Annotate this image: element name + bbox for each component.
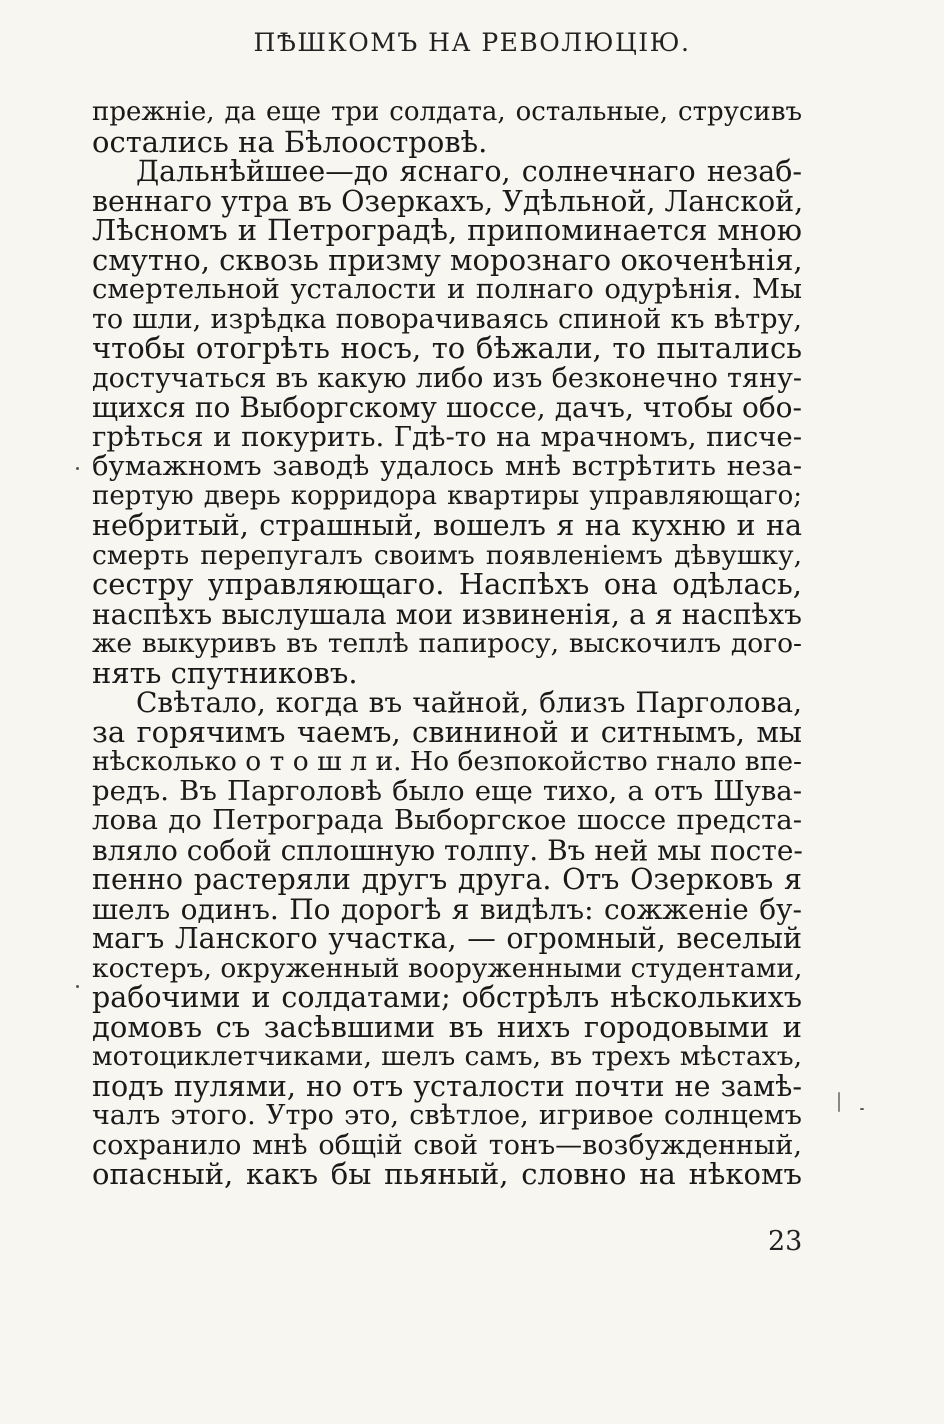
text-line: же выкуривъ въ теплѣ папиросу, выскочилъ дого- (92, 628, 802, 659)
text-line: костеръ, окруженный вооруженными студентами, (92, 952, 803, 984)
text-line: рабочими и солдатами; обстрѣлъ нѣсколькихъ (92, 981, 802, 1014)
print-speck (838, 1092, 840, 1112)
text-line: опасный, какъ бы пьяный, словно на нѣкомъ (92, 1157, 802, 1191)
text-line: чалъ этого. Утро это, свѣтлое, игривое солнцемъ (92, 1100, 802, 1131)
text-line: чтобы отогрѣть носъ, то бѣжали, то пытались (92, 331, 802, 365)
print-speck (76, 467, 79, 470)
text-line: смутно, сквозь призму морознаго окоченѣнiя, (92, 242, 803, 277)
text-line: редъ. Въ Парголовѣ было еще тихо, а отъ Шува- (92, 774, 802, 807)
text-line: шелъ одинъ. По дорогѣ я видѣлъ: сожженiе бу- (92, 892, 802, 926)
text-line: веннаго утра въ Озеркахъ, Удѣльной, Ланской, (92, 184, 804, 218)
text-line: Лѣсномъ и Петроградѣ, припоминается мною (92, 213, 802, 247)
paragraph-3 (92, 688, 802, 1190)
text-line: нять спутниковъ. (92, 655, 358, 690)
text-line: достучаться въ какую либо изъ безконечно тяну- (92, 362, 802, 394)
text-line: смертельной усталости и полнаго одурѣнiя. Мы (92, 273, 802, 305)
text-line: вляло собой сплошную толпу. Въ ней мы посте- (92, 833, 803, 867)
text-line: лова до Петрограда Выборгское шоссе предста- (92, 804, 802, 836)
text-line: пенно растеряли другъ друга. Отъ Озерковъ я (92, 863, 802, 896)
text-line: то шли, изрѣдка поворачиваясь спиной къ вѣтру, (92, 303, 802, 335)
text-line: грѣться и покурить. Гдѣ-то на мрачномъ, писче- (92, 420, 802, 453)
text-line: наспѣхъ выслушала мои извиненiя, а я наспѣхъ (92, 597, 802, 631)
paragraph-1 (92, 98, 802, 157)
text-line: мотоциклетчиками, шелъ самъ, въ трехъ мѣстахъ, (92, 1041, 802, 1072)
text-line: прежнiе, да еще три солдата, остальные, струсивъ (92, 97, 802, 127)
print-speck (76, 985, 79, 988)
text-line: магъ Ланского участка, — огромный, веселый (92, 922, 802, 955)
text-line: за горячимъ чаемъ, свининой и ситнымъ, мы (92, 714, 802, 749)
text-line: домовъ съ засѣвшими въ нихъ городовыми и (92, 1009, 802, 1044)
text-line: щихся по Выборгскому шоссе, дачъ, чтобы обо- (92, 391, 802, 424)
text-line: подъ пулями, но отъ усталости почти не замѣ- (92, 1069, 802, 1103)
page-number: 23 (768, 1226, 803, 1257)
text-line: бумажномъ заводѣ удалось мнѣ встрѣтить неза- (92, 450, 802, 482)
paragraph-2 (92, 157, 802, 688)
text-line: нѣсколько о т о ш л и. Но безпокойство гнало впе- (92, 746, 802, 777)
text-line: Дальнѣйшее—до яснаго, солнечнаго незаб- (136, 155, 802, 188)
text-line: небритый, страшный, вошелъ я на кухню и на (92, 509, 802, 542)
text-line: смерть перепугалъ своимъ появленiемъ дѣвушку, (92, 539, 802, 571)
text-line: сестру управляющаго. Наспѣхъ она одѣлась, (92, 567, 802, 601)
text-line: остались на Бѣлоостровѣ. (92, 124, 488, 159)
running-head: ПѢШКОМЪ НА РЕВОЛЮЦIЮ. (253, 28, 691, 57)
print-speck (860, 1108, 864, 1110)
body-text (92, 98, 802, 1190)
text-line: пертую дверь корридора квартиры управляющаго; (92, 480, 802, 511)
text-line: Свѣтало, когда въ чайной, близъ Парголова, (136, 686, 802, 719)
text-line: сохранило мнѣ общiй свой тонъ—возбужденный, (92, 1129, 802, 1161)
